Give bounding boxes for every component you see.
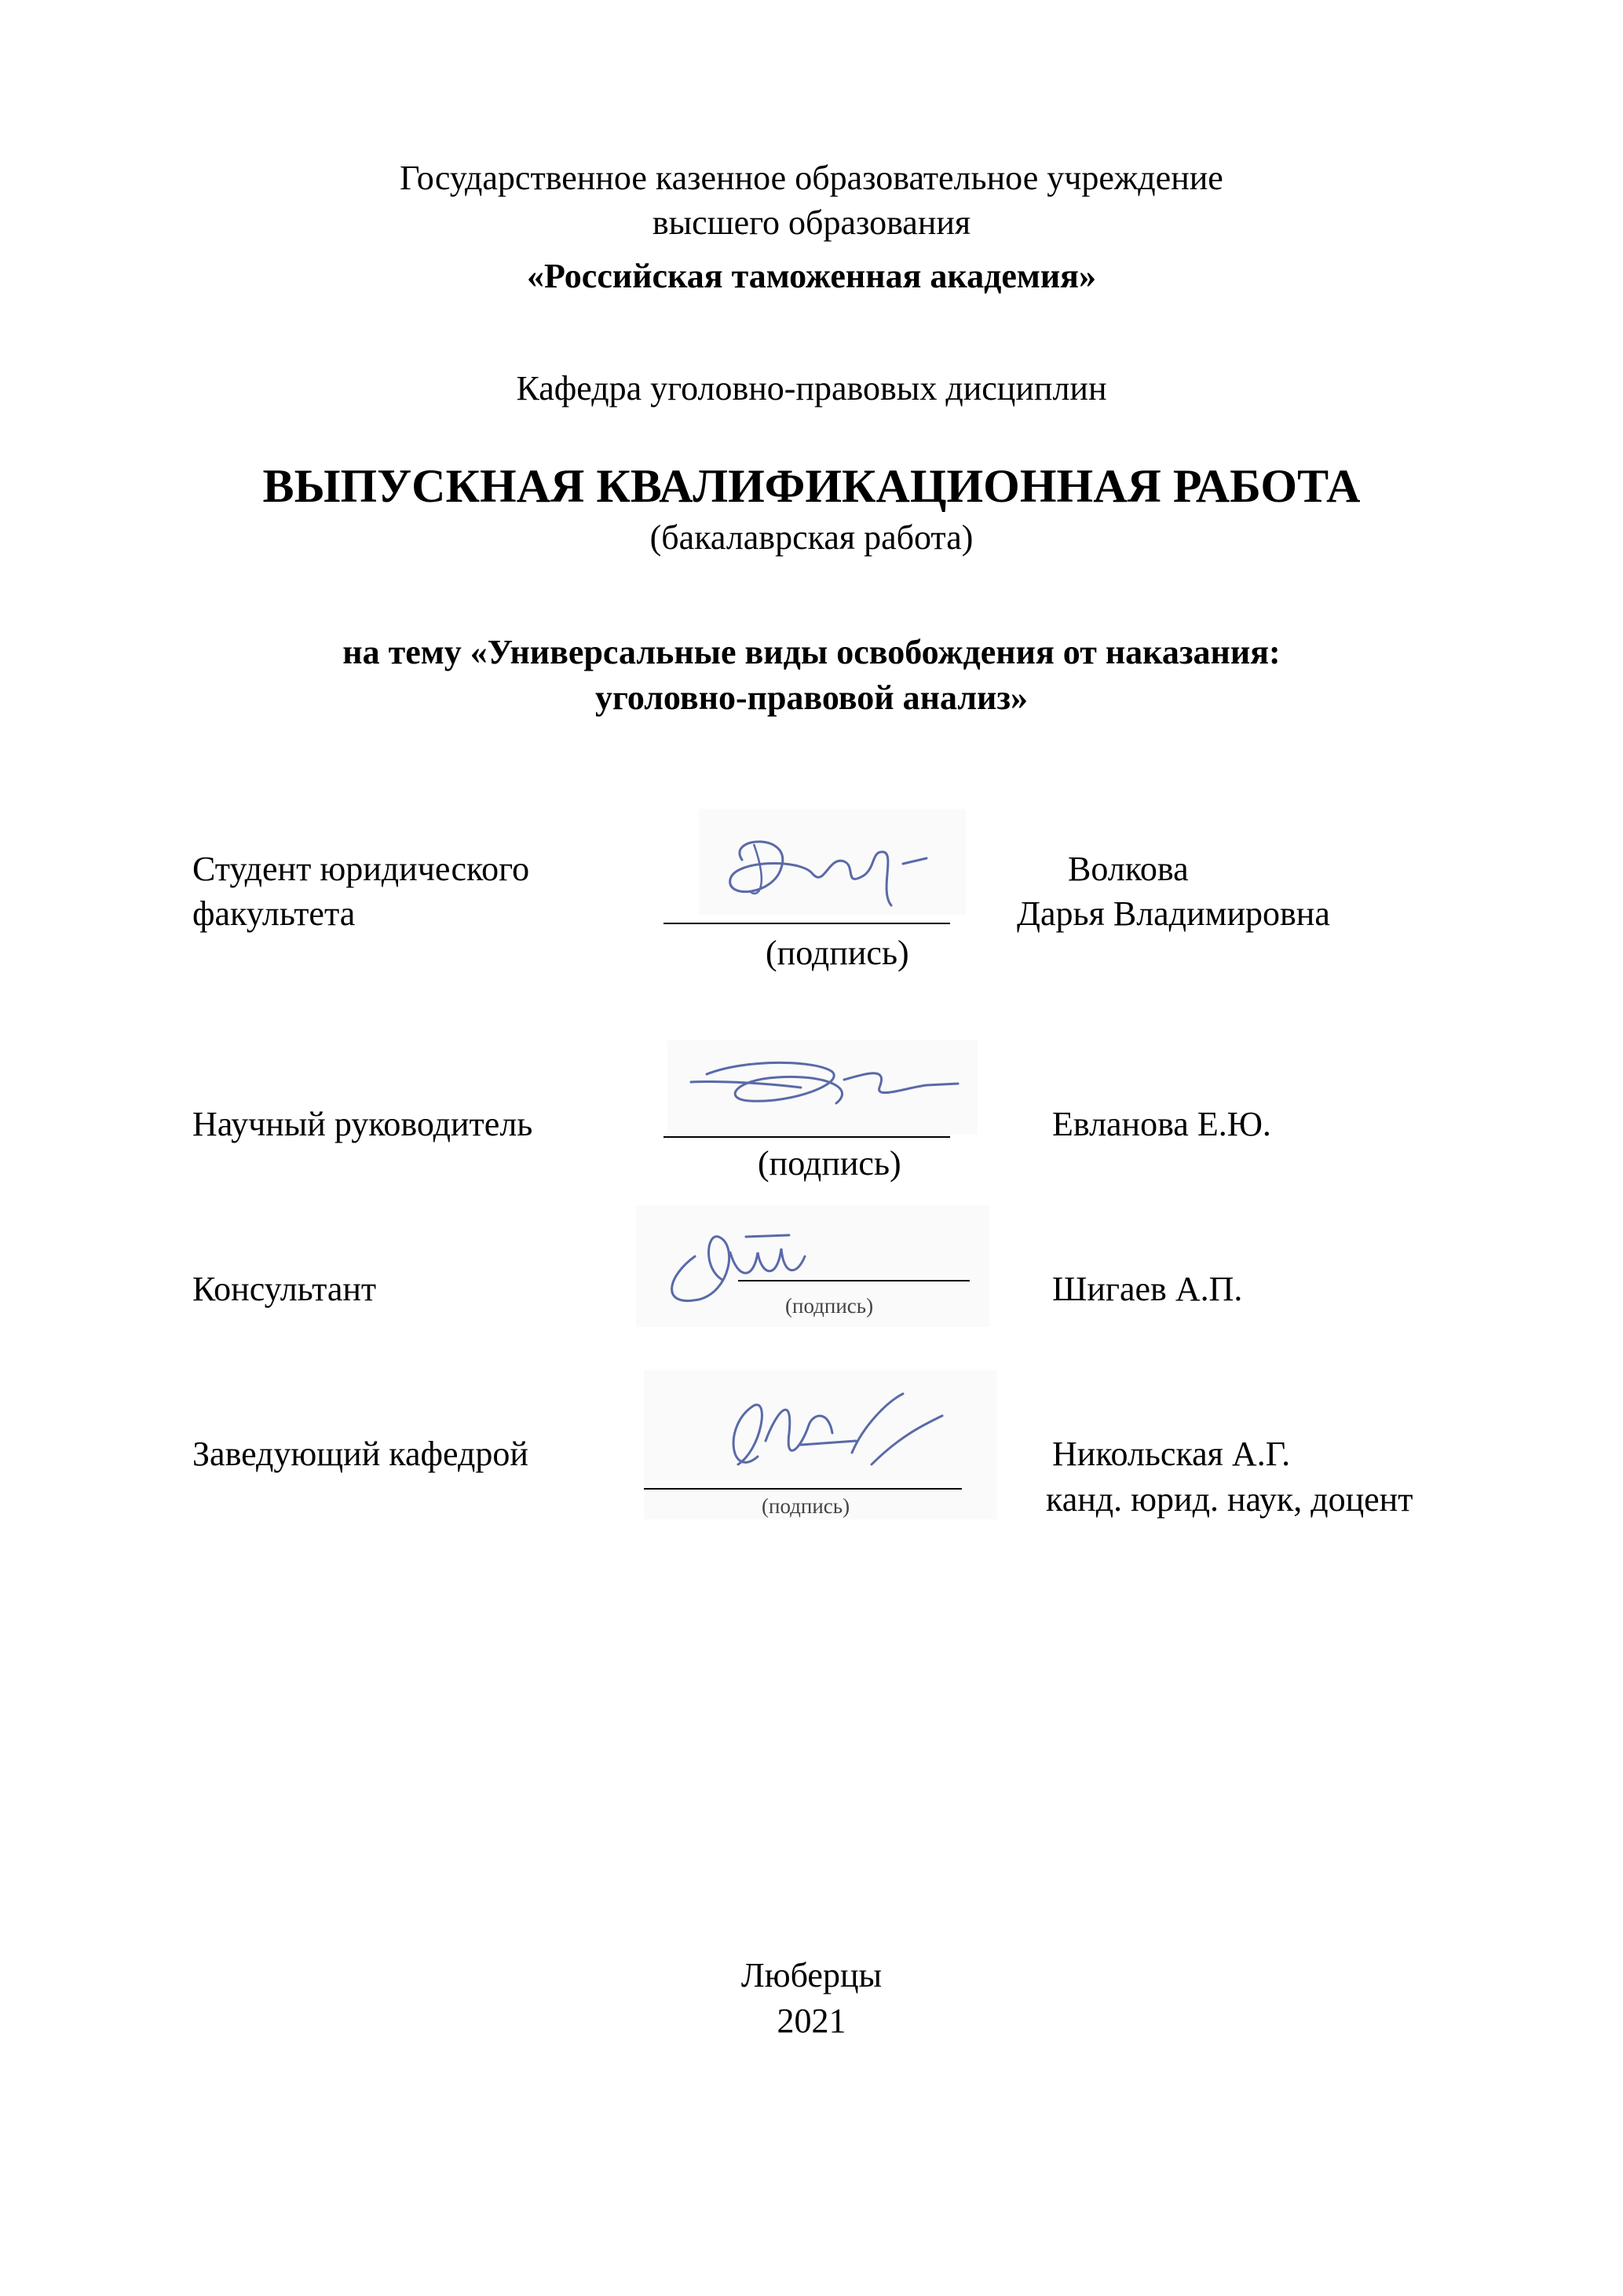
topic-line-1: на тему «Универсальные виды освобождения от наказания: [342, 633, 1281, 671]
student-first-names: Дарья Владимировна [1017, 894, 1330, 933]
department-name: Кафедра уголовно-правовых дисциплин [516, 369, 1107, 408]
consultant-role: Консультант [192, 1270, 377, 1308]
academy-name: «Российская таможенная академия» [527, 257, 1096, 295]
student-surname: Волкова [1068, 850, 1189, 888]
document-title: ВЫПУСКНАЯ КВАЛИФИКАЦИОННАЯ РАБОТА [262, 460, 1361, 512]
institution-line-2: высшего образования [652, 203, 971, 242]
head-academic-degree: канд. юрид. наук, доцент [1046, 1480, 1413, 1519]
consultant-name: Шигаев А.П. [1052, 1270, 1243, 1308]
head-signature-line [644, 1488, 962, 1490]
consultant-signature-caption: (подпись) [785, 1294, 874, 1318]
student-signature-line [663, 923, 950, 924]
footer-city: Люберцы [740, 1956, 883, 1994]
head-role: Заведующий кафедрой [192, 1435, 528, 1473]
student-role-line-2: факультета [192, 894, 356, 933]
footer-year: 2021 [777, 2002, 846, 2040]
institution-line-1: Государственное казенное образовательное учреждение [400, 159, 1223, 197]
student-role-line-1: Студент юридического [192, 850, 530, 888]
document-subtitle: (бакалаврская работа) [649, 518, 974, 557]
supervisor-role: Научный руководитель [192, 1105, 533, 1143]
supervisor-signature-caption: (подпись) [758, 1144, 901, 1183]
head-name: Никольская А.Г. [1052, 1435, 1291, 1473]
head-signature-image [683, 1378, 966, 1496]
supervisor-signature-line [663, 1136, 950, 1138]
supervisor-signature-image [675, 1044, 981, 1135]
topic-line-2: уголовно-правовой анализ» [594, 678, 1029, 717]
student-signature-image [707, 813, 966, 915]
supervisor-name: Евланова Е.Ю. [1052, 1105, 1271, 1143]
student-signature-caption: (подпись) [766, 934, 909, 972]
head-signature-caption: (подпись) [762, 1494, 850, 1518]
consultant-signature-line [738, 1280, 970, 1281]
